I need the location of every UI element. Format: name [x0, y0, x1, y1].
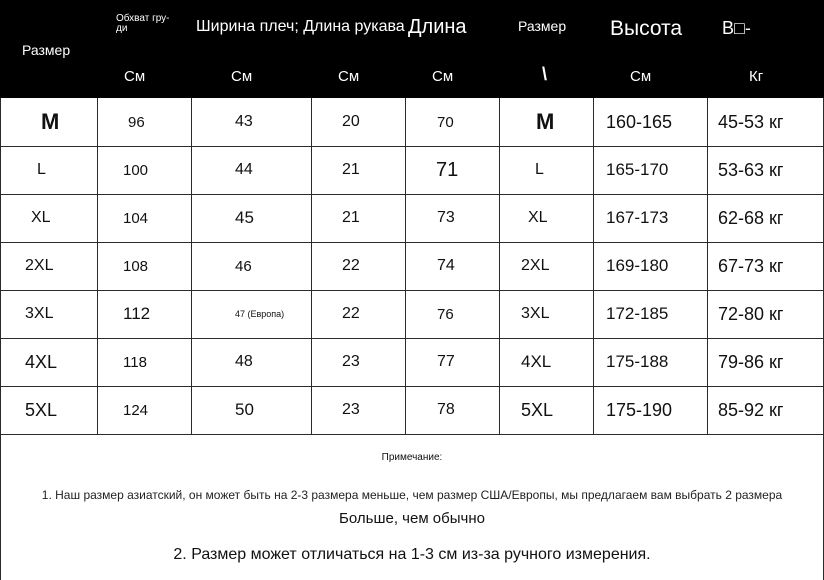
header-length: Длина — [408, 16, 467, 38]
table-row — [0, 290, 824, 339]
cell-shoulder: 50 — [191, 386, 311, 434]
cell-size-2: 3XL — [499, 290, 593, 338]
cell-size-2: 2XL — [499, 242, 593, 290]
note-line-1: 1. Наш размер азиатский, он может быть на 2-3 размера меньше, чем размер США/Европы, мы предлагаем вам выбрать 2 размера — [41, 488, 783, 502]
table-row — [0, 242, 824, 291]
cell-size: 5XL — [0, 386, 97, 434]
cell-size: 3XL — [0, 290, 97, 338]
cell-height: 175-188 — [593, 338, 707, 386]
cell-size-2: XL — [499, 194, 593, 242]
cell-height: 175-190 — [593, 386, 707, 434]
cell-weight: 67-73 кг — [707, 242, 824, 290]
cell-height: 160-165 — [593, 98, 707, 146]
cell-size: 2XL — [0, 242, 97, 290]
table-row — [0, 338, 824, 387]
cell-size: M — [0, 98, 97, 146]
cell-chest: 124 — [97, 386, 191, 434]
header-height-unit: См — [630, 68, 652, 85]
cell-weight: 53-63 кг — [707, 146, 824, 194]
cell-sleeve: 21 — [311, 194, 405, 242]
note-line-1-continuation: Больше, чем обычно — [339, 510, 485, 527]
header-shoulder-unit: См — [231, 68, 253, 85]
cell-weight: 62-68 кг — [707, 194, 824, 242]
cell-shoulder: 46 — [191, 242, 311, 290]
cell-chest: 100 — [97, 146, 191, 194]
cell-chest: 108 — [97, 242, 191, 290]
header-size-2: Размер — [518, 18, 567, 34]
cell-length: 78 — [405, 386, 499, 434]
cell-height: 169-180 — [593, 242, 707, 290]
header-chest-unit: См — [124, 68, 146, 85]
cell-size-2: 5XL — [499, 386, 593, 434]
cell-weight: 85-92 кг — [707, 386, 824, 434]
header-shoulder-sleeve: Ширина плеч; Длина рукава — [196, 18, 405, 35]
table-row — [0, 194, 824, 243]
header-slash: \ — [542, 64, 548, 84]
cell-sleeve: 22 — [311, 242, 405, 290]
notes-section — [0, 434, 824, 580]
cell-height: 165-170 — [593, 146, 707, 194]
cell-size-2: L — [499, 146, 593, 194]
cell-size-2: 4XL — [499, 338, 593, 386]
header-height: Высота — [610, 17, 683, 40]
cell-chest: 96 — [97, 98, 191, 146]
cell-length: 70 — [405, 98, 499, 146]
cell-chest: 112 — [97, 290, 191, 338]
cell-chest: 118 — [97, 338, 191, 386]
header-chest: Обхват гру- ди — [116, 13, 170, 34]
cell-sleeve: 23 — [311, 386, 405, 434]
cell-size: L — [0, 146, 97, 194]
table-row — [0, 98, 824, 147]
cell-height: 172-185 — [593, 290, 707, 338]
cell-shoulder: 44 — [191, 146, 311, 194]
cell-weight: 79-86 кг — [707, 338, 824, 386]
header-weight-unit: Кг — [749, 68, 764, 85]
cell-weight: 72-80 кг — [707, 290, 824, 338]
cell-sleeve: 21 — [311, 146, 405, 194]
cell-shoulder: 48 — [191, 338, 311, 386]
cell-length: 73 — [405, 194, 499, 242]
notes-title: Примечание: — [381, 452, 443, 463]
header-size: Размер — [22, 42, 71, 58]
cell-length: 71 — [405, 146, 499, 194]
cell-sleeve: 20 — [311, 98, 405, 146]
cell-length: 77 — [405, 338, 499, 386]
table-row — [0, 146, 824, 195]
cell-shoulder: 45 — [191, 194, 311, 242]
header-sleeve-unit: См — [338, 68, 360, 85]
cell-length: 76 — [405, 290, 499, 338]
header-weight: В□- — [722, 18, 751, 38]
cell-shoulder: 47 (Европа) — [191, 290, 311, 338]
cell-size-2: M — [499, 98, 593, 146]
header-length-unit: См — [432, 68, 454, 85]
cell-size: XL — [0, 194, 97, 242]
note-line-2: 2. Размер может отличаться на 1-3 см из-за ручного измерения. — [173, 546, 651, 563]
cell-sleeve: 23 — [311, 338, 405, 386]
cell-height: 167-173 — [593, 194, 707, 242]
table-row — [0, 386, 824, 435]
cell-size: 4XL — [0, 338, 97, 386]
cell-weight: 45-53 кг — [707, 98, 824, 146]
cell-length: 74 — [405, 242, 499, 290]
cell-sleeve: 22 — [311, 290, 405, 338]
cell-chest: 104 — [97, 194, 191, 242]
table-header — [0, 0, 824, 98]
cell-shoulder: 43 — [191, 98, 311, 146]
